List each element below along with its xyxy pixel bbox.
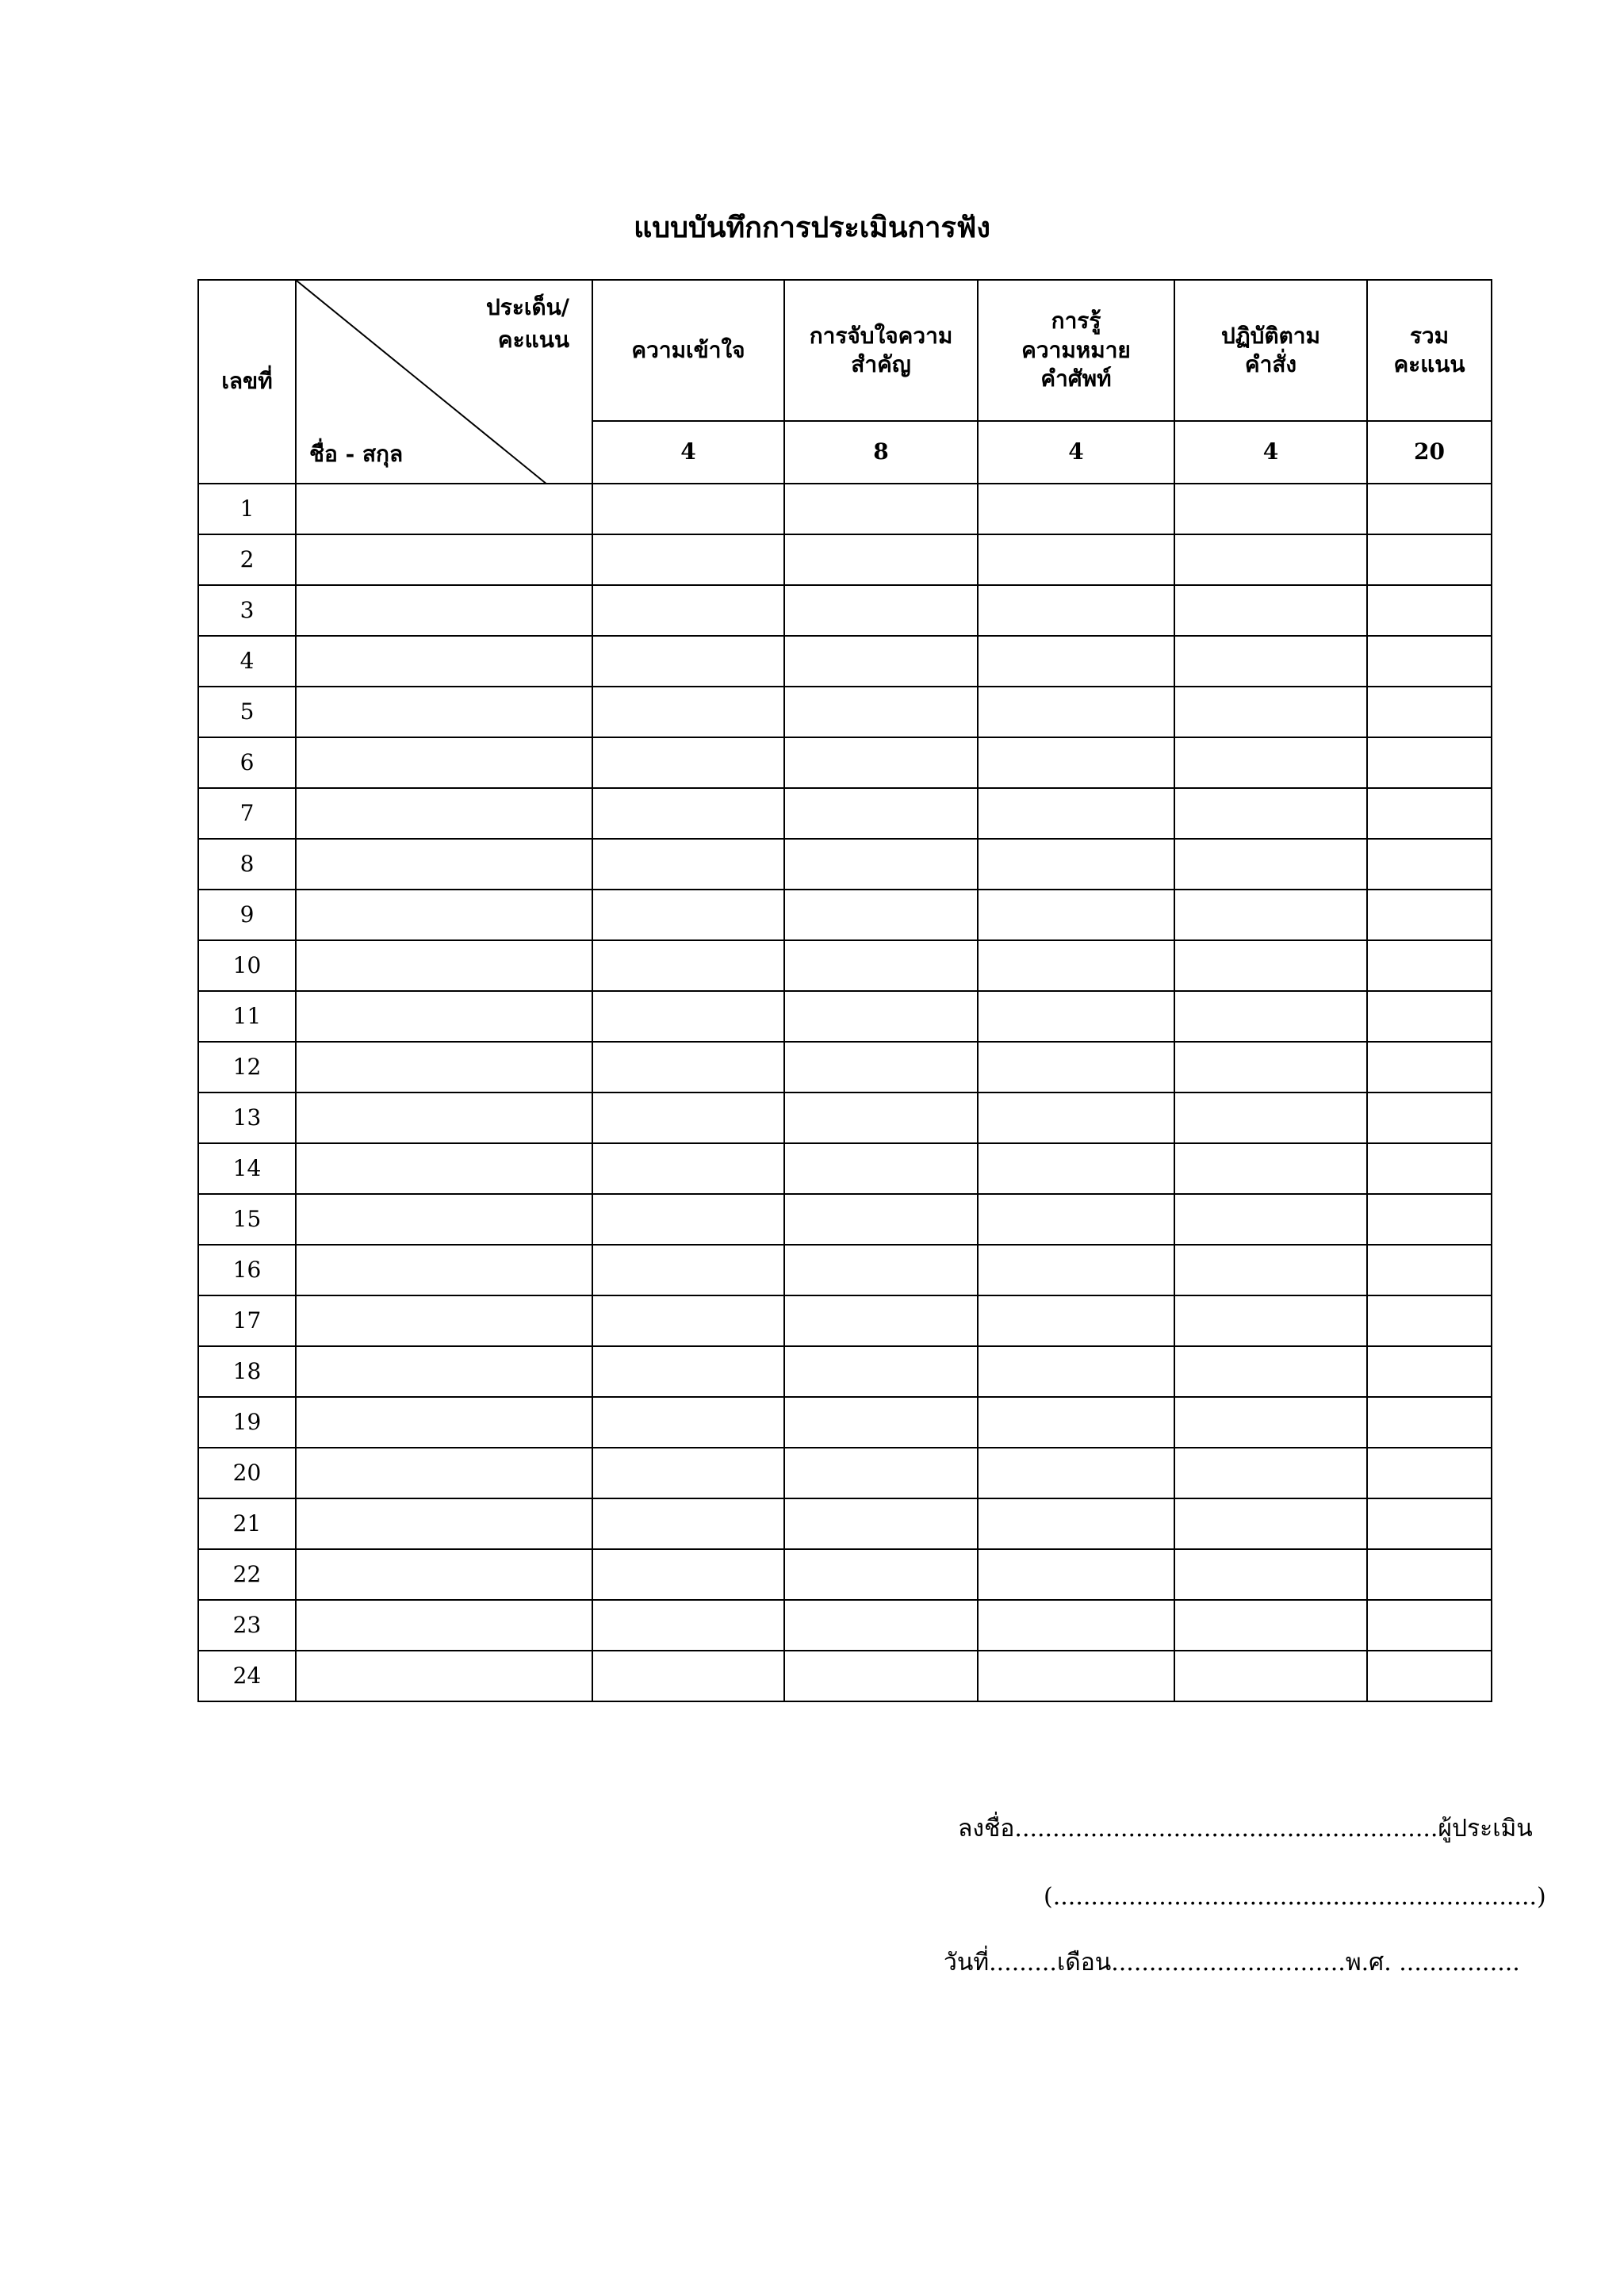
criteria-header-understanding: ความเข้าใจ — [592, 280, 784, 421]
row-number: 16 — [198, 1245, 296, 1295]
name-cell[interactable] — [296, 1143, 592, 1194]
score-cell-follow-instructions[interactable] — [1174, 1346, 1367, 1397]
score-cell-vocabulary[interactable] — [978, 585, 1174, 636]
table-row — [198, 1346, 1492, 1397]
score-cell-total[interactable] — [1367, 1346, 1492, 1397]
row-number: 13 — [198, 1093, 296, 1143]
score-cell-main-idea[interactable] — [784, 1651, 978, 1701]
score-cell-follow-instructions[interactable] — [1174, 534, 1367, 585]
score-cell-vocabulary[interactable] — [978, 737, 1174, 788]
score-cell-main-idea[interactable] — [784, 1397, 978, 1448]
score-cell-vocabulary[interactable] — [978, 1093, 1174, 1143]
score-cell-understanding[interactable] — [592, 1346, 784, 1397]
score-cell-total[interactable] — [1367, 585, 1492, 636]
table-row — [198, 839, 1492, 890]
table-row — [198, 890, 1492, 940]
max-score-understanding: 4 — [592, 421, 784, 484]
table-row — [198, 1295, 1492, 1346]
score-cell-vocabulary[interactable] — [978, 534, 1174, 585]
score-cell-total[interactable] — [1367, 890, 1492, 940]
table-row — [198, 737, 1492, 788]
score-cell-total[interactable] — [1367, 991, 1492, 1042]
score-cell-follow-instructions[interactable] — [1174, 1600, 1367, 1651]
score-cell-main-idea[interactable] — [784, 1448, 978, 1498]
score-cell-understanding[interactable] — [592, 1143, 784, 1194]
score-cell-understanding[interactable] — [592, 1600, 784, 1651]
row-number: 14 — [198, 1143, 296, 1194]
table-row — [198, 991, 1492, 1042]
table-row — [198, 585, 1492, 636]
score-cell-vocabulary[interactable] — [978, 687, 1174, 737]
score-cell-follow-instructions[interactable] — [1174, 585, 1367, 636]
score-cell-understanding[interactable] — [592, 1093, 784, 1143]
score-cell-understanding[interactable] — [592, 534, 784, 585]
score-cell-total[interactable] — [1367, 1498, 1492, 1549]
score-cell-total[interactable] — [1367, 1651, 1492, 1701]
score-cell-total[interactable] — [1367, 484, 1492, 534]
assessment-table — [197, 279, 1492, 1702]
name-cell[interactable] — [296, 585, 592, 636]
score-cell-total[interactable] — [1367, 1245, 1492, 1295]
name-cell[interactable] — [296, 1651, 592, 1701]
name-cell[interactable] — [296, 1042, 592, 1093]
score-cell-understanding[interactable] — [592, 636, 784, 687]
score-cell-total[interactable] — [1367, 1194, 1492, 1245]
row-number: 9 — [198, 890, 296, 940]
row-number: 15 — [198, 1194, 296, 1245]
evaluator-name-line: (................................................................) — [1044, 1883, 1546, 1911]
name-cell[interactable] — [296, 636, 592, 687]
score-cell-follow-instructions[interactable] — [1174, 1194, 1367, 1245]
score-cell-vocabulary[interactable] — [978, 890, 1174, 940]
score-cell-understanding[interactable] — [592, 788, 784, 839]
score-cell-total[interactable] — [1367, 940, 1492, 991]
score-cell-main-idea[interactable] — [784, 1245, 978, 1295]
name-cell[interactable] — [296, 737, 592, 788]
score-cell-main-idea[interactable] — [784, 1346, 978, 1397]
name-cell[interactable] — [296, 1194, 592, 1245]
score-cell-understanding[interactable] — [592, 940, 784, 991]
score-cell-main-idea[interactable] — [784, 890, 978, 940]
score-cell-vocabulary[interactable] — [978, 1549, 1174, 1600]
score-cell-understanding[interactable] — [592, 890, 784, 940]
score-cell-vocabulary[interactable] — [978, 1143, 1174, 1194]
score-cell-follow-instructions[interactable] — [1174, 839, 1367, 890]
score-cell-follow-instructions[interactable] — [1174, 687, 1367, 737]
score-label: คะแนน — [497, 326, 569, 353]
score-cell-follow-instructions[interactable] — [1174, 484, 1367, 534]
score-cell-main-idea[interactable] — [784, 1093, 978, 1143]
score-cell-follow-instructions[interactable] — [1174, 1448, 1367, 1498]
row-number: 3 — [198, 585, 296, 636]
score-cell-follow-instructions[interactable] — [1174, 1093, 1367, 1143]
score-cell-follow-instructions[interactable] — [1174, 890, 1367, 940]
score-cell-total[interactable] — [1367, 1448, 1492, 1498]
table-row — [198, 534, 1492, 585]
name-cell[interactable] — [296, 1397, 592, 1448]
table-row — [198, 1549, 1492, 1600]
table-row — [198, 687, 1492, 737]
score-cell-understanding[interactable] — [592, 839, 784, 890]
row-number: 10 — [198, 940, 296, 991]
name-cell[interactable] — [296, 1600, 592, 1651]
row-number: 4 — [198, 636, 296, 687]
score-cell-total[interactable] — [1367, 737, 1492, 788]
signature-line: ลงชื่อ........................................................ผู้ประเมิน — [958, 1815, 1533, 1843]
name-cell[interactable] — [296, 839, 592, 890]
row-number: 11 — [198, 991, 296, 1042]
score-cell-main-idea[interactable] — [784, 585, 978, 636]
score-cell-vocabulary[interactable] — [978, 991, 1174, 1042]
criteria-header-main-idea: การจับใจความ สำคัญ — [784, 280, 978, 421]
max-score-total: 20 — [1367, 421, 1492, 484]
score-cell-total[interactable] — [1367, 1093, 1492, 1143]
score-cell-main-idea[interactable] — [784, 839, 978, 890]
score-cell-understanding[interactable] — [592, 1498, 784, 1549]
row-number: 17 — [198, 1295, 296, 1346]
criteria-score-label — [486, 292, 569, 356]
score-cell-total[interactable] — [1367, 1600, 1492, 1651]
score-cell-vocabulary[interactable] — [978, 1245, 1174, 1295]
score-cell-main-idea[interactable] — [784, 737, 978, 788]
row-number: 19 — [198, 1397, 296, 1448]
name-cell[interactable] — [296, 1498, 592, 1549]
score-cell-main-idea[interactable] — [784, 1194, 978, 1245]
score-cell-follow-instructions[interactable] — [1174, 1143, 1367, 1194]
score-cell-main-idea[interactable] — [784, 991, 978, 1042]
table-row — [198, 1093, 1492, 1143]
score-cell-follow-instructions[interactable] — [1174, 788, 1367, 839]
name-cell[interactable] — [296, 484, 592, 534]
score-cell-understanding[interactable] — [592, 484, 784, 534]
table-row — [198, 788, 1492, 839]
score-cell-follow-instructions[interactable] — [1174, 1397, 1367, 1448]
name-header-label: ชื่อ - สกุล — [309, 440, 404, 467]
row-number: 22 — [198, 1549, 296, 1600]
score-cell-total[interactable] — [1367, 687, 1492, 737]
total-score-header: รวม คะแนน — [1367, 280, 1492, 421]
criteria-header-follow-instructions: ปฏิบัติตาม คำสั่ง — [1174, 280, 1367, 421]
score-cell-vocabulary[interactable] — [978, 1295, 1174, 1346]
row-number: 23 — [198, 1600, 296, 1651]
table-row — [198, 1651, 1492, 1701]
score-cell-follow-instructions[interactable] — [1174, 1651, 1367, 1701]
row-number: 21 — [198, 1498, 296, 1549]
name-cell[interactable] — [296, 1093, 592, 1143]
table-row — [198, 1397, 1492, 1448]
score-cell-follow-instructions[interactable] — [1174, 737, 1367, 788]
row-number: 1 — [198, 484, 296, 534]
table-row — [198, 1194, 1492, 1245]
name-cell[interactable] — [296, 1549, 592, 1600]
score-cell-main-idea[interactable] — [784, 788, 978, 839]
score-cell-follow-instructions[interactable] — [1174, 1549, 1367, 1600]
score-cell-main-idea[interactable] — [784, 940, 978, 991]
score-cell-follow-instructions[interactable] — [1174, 1042, 1367, 1093]
name-cell[interactable] — [296, 1245, 592, 1295]
score-cell-vocabulary[interactable] — [978, 484, 1174, 534]
score-cell-follow-instructions[interactable] — [1174, 1498, 1367, 1549]
score-cell-main-idea[interactable] — [784, 1143, 978, 1194]
score-cell-understanding[interactable] — [592, 1194, 784, 1245]
score-cell-vocabulary[interactable] — [978, 1651, 1174, 1701]
row-number: 7 — [198, 788, 296, 839]
score-cell-understanding[interactable] — [592, 737, 784, 788]
date-line: วันที่.........เดือน...............................พ.ศ. ................ — [944, 1949, 1520, 1976]
score-cell-vocabulary[interactable] — [978, 1397, 1174, 1448]
table-row — [198, 1498, 1492, 1549]
table-row — [198, 484, 1492, 534]
table-row — [198, 1448, 1492, 1498]
score-cell-main-idea[interactable] — [784, 484, 978, 534]
score-cell-total[interactable] — [1367, 1295, 1492, 1346]
score-cell-understanding[interactable] — [592, 1295, 784, 1346]
table-row — [198, 1600, 1492, 1651]
score-cell-vocabulary[interactable] — [978, 788, 1174, 839]
score-cell-main-idea[interactable] — [784, 1549, 978, 1600]
row-number: 18 — [198, 1346, 296, 1397]
score-cell-vocabulary[interactable] — [978, 1194, 1174, 1245]
score-cell-follow-instructions[interactable] — [1174, 940, 1367, 991]
student-number-header-label: เลขที่ — [221, 368, 273, 395]
score-cell-total[interactable] — [1367, 1549, 1492, 1600]
score-cell-vocabulary[interactable] — [978, 1346, 1174, 1397]
score-cell-main-idea[interactable] — [784, 1498, 978, 1549]
score-cell-main-idea[interactable] — [784, 636, 978, 687]
score-cell-understanding[interactable] — [592, 585, 784, 636]
score-cell-total[interactable] — [1367, 1042, 1492, 1093]
row-number: 12 — [198, 1042, 296, 1093]
max-score-vocabulary: 4 — [978, 421, 1174, 484]
name-cell[interactable] — [296, 890, 592, 940]
max-score-follow-instructions: 4 — [1174, 421, 1367, 484]
table-row — [198, 1245, 1492, 1295]
row-number: 2 — [198, 534, 296, 585]
score-cell-understanding[interactable] — [592, 1042, 784, 1093]
row-number: 5 — [198, 687, 296, 737]
score-cell-main-idea[interactable] — [784, 1295, 978, 1346]
table-row — [198, 1042, 1492, 1093]
max-score-main-idea: 8 — [784, 421, 978, 484]
name-cell[interactable] — [296, 940, 592, 991]
name-cell[interactable] — [296, 1448, 592, 1498]
score-cell-vocabulary[interactable] — [978, 1498, 1174, 1549]
row-number: 24 — [198, 1651, 296, 1701]
name-cell[interactable] — [296, 1346, 592, 1397]
row-number: 8 — [198, 839, 296, 890]
score-cell-understanding[interactable] — [592, 991, 784, 1042]
table-row — [198, 636, 1492, 687]
name-cell[interactable] — [296, 1295, 592, 1346]
score-cell-vocabulary[interactable] — [978, 1448, 1174, 1498]
criteria-header-vocabulary: การรู้ ความหมาย คำศัพท์ — [978, 280, 1174, 421]
student-number-header — [198, 280, 296, 484]
score-cell-understanding[interactable] — [592, 1651, 784, 1701]
score-cell-total[interactable] — [1367, 788, 1492, 839]
score-cell-vocabulary[interactable] — [978, 940, 1174, 991]
score-cell-understanding[interactable] — [592, 1448, 784, 1498]
name-cell[interactable] — [296, 788, 592, 839]
score-cell-vocabulary[interactable] — [978, 636, 1174, 687]
score-cell-follow-instructions[interactable] — [1174, 1245, 1367, 1295]
score-cell-vocabulary[interactable] — [978, 1042, 1174, 1093]
table-row — [198, 940, 1492, 991]
score-cell-total[interactable] — [1367, 636, 1492, 687]
score-cell-follow-instructions[interactable] — [1174, 636, 1367, 687]
score-cell-main-idea[interactable] — [784, 534, 978, 585]
score-cell-total[interactable] — [1367, 1143, 1492, 1194]
score-cell-understanding[interactable] — [592, 1245, 784, 1295]
score-cell-understanding[interactable] — [592, 1549, 784, 1600]
score-cell-understanding[interactable] — [592, 1397, 784, 1448]
score-cell-main-idea[interactable] — [784, 1600, 978, 1651]
diagonal-header-cell — [296, 280, 592, 484]
score-cell-total[interactable] — [1367, 534, 1492, 585]
name-cell[interactable] — [296, 991, 592, 1042]
score-cell-main-idea[interactable] — [784, 687, 978, 737]
score-cell-total[interactable] — [1367, 1397, 1492, 1448]
name-cell[interactable] — [296, 534, 592, 585]
row-number: 20 — [198, 1448, 296, 1498]
score-cell-main-idea[interactable] — [784, 1042, 978, 1093]
row-number: 6 — [198, 737, 296, 788]
page-title: แบบบันทึกการประเมินการฟัง — [634, 211, 990, 244]
score-cell-total[interactable] — [1367, 839, 1492, 890]
score-cell-follow-instructions[interactable] — [1174, 991, 1367, 1042]
score-cell-follow-instructions[interactable] — [1174, 1295, 1367, 1346]
score-cell-vocabulary[interactable] — [978, 839, 1174, 890]
score-cell-vocabulary[interactable] — [978, 1600, 1174, 1651]
criteria-label: ประเด็น/ — [486, 294, 569, 320]
score-cell-understanding[interactable] — [592, 687, 784, 737]
name-cell[interactable] — [296, 687, 592, 737]
table-row — [198, 1143, 1492, 1194]
